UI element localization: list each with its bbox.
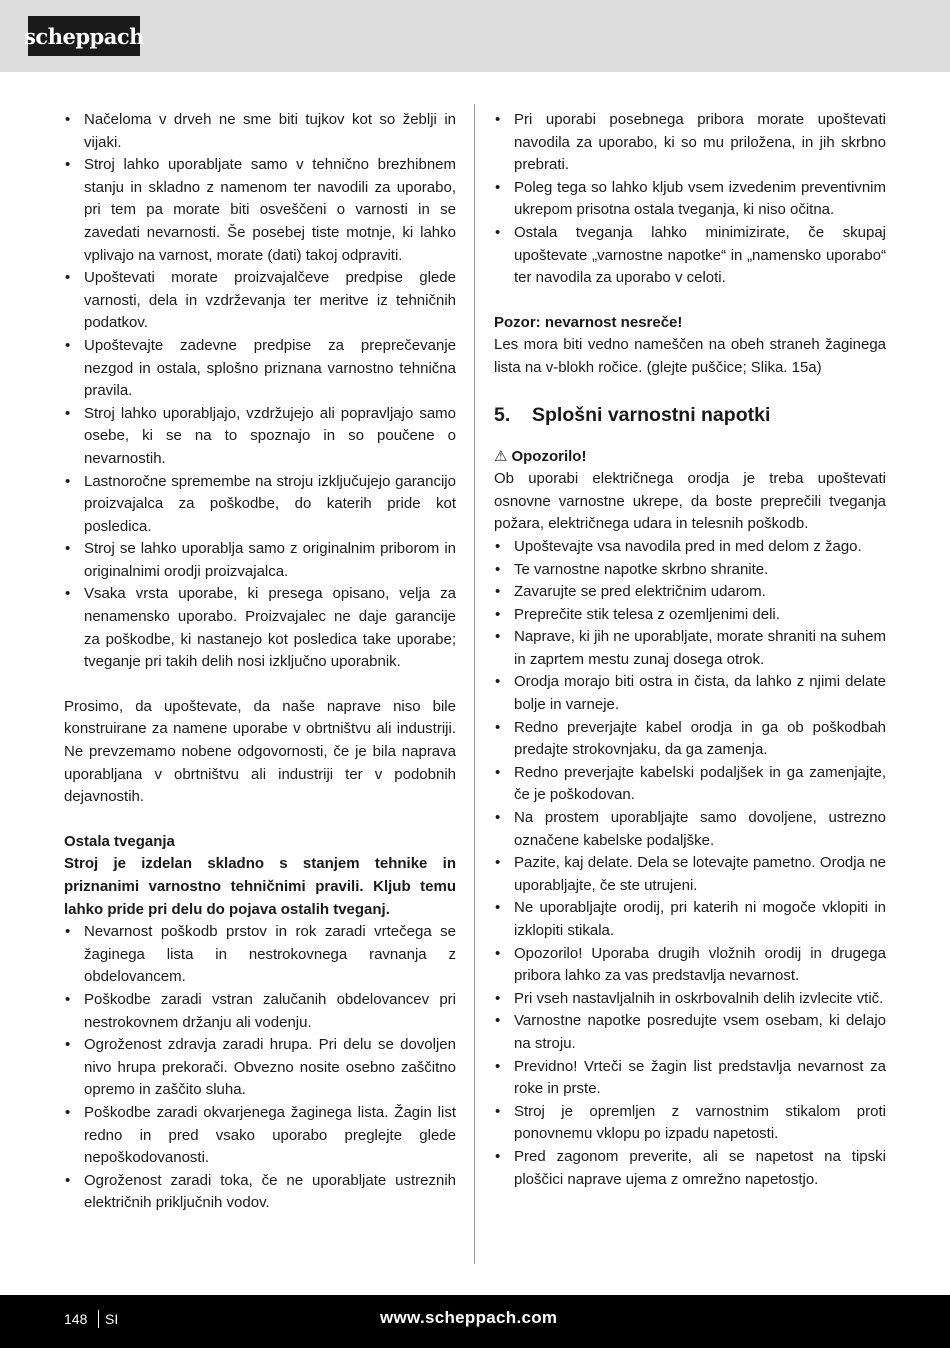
list-item: • Lastnoročne spremembe na stroju izključujejo garancijo proizvajalca za poškodbe, do katerih pride kot posledica. bbox=[64, 471, 456, 539]
list-item: • Pri vseh nastavljalnih in oskrbovalnih delih izvlecite vtič. bbox=[494, 988, 886, 1011]
residual-risks-intro: Stroj je izdelan skladno s stanjem tehnike in priznanimi varnostno tehničnimi pravili. Kljub temu lahko pride pri delu do pojava ostalih tveganj. bbox=[64, 855, 456, 918]
list-item: • Vsaka vrsta uporabe, ki presega opisano, velja za nenamensko uporabo. Proizvajalec ne daje garancije za poškodbe, ki nastanejo kot posledica take uporabe; tveganje pri takih delih nosi izključno uporabnik. bbox=[64, 583, 456, 673]
list-item: • Stroj lahko uporabljajo, vzdržujejo ali popravljajo samo osebe, ki se na to spoznajo in so poučene o nevarnostih. bbox=[64, 403, 456, 471]
list-item: • Opozorilo! Uporaba drugih vložnih orodij in drugega pribora lahko za vas predstavlja nevarnost. bbox=[494, 943, 886, 988]
list-item: • Orodja morajo biti ostra in čista, da lahko z njimi delate bolje in varneje. bbox=[494, 671, 886, 716]
page-footer bbox=[0, 1295, 950, 1348]
accessory-list bbox=[494, 109, 886, 290]
industrial-use-paragraph: Prosimo, da upoštevate, da naše naprave niso bile konstruirane za namene uporabe v obrtništvu ali industriji. Ne prevzemamo nobene odgovornosti, če je bila naprava uporabljana v obrtništvu ali industriji ter v podobnih dejavnostih. bbox=[64, 697, 456, 806]
logo-text: scheppach bbox=[24, 23, 144, 49]
list-item: • Stroj lahko uporabljate samo v tehnično brezhibnem stanju in skladno z namenom ter navodili za uporabo, pri tem pa morate biti osveščeni o varnosti in se zavedati nevarnosti. Še posebej tiste motnje, ki lahko vplivajo na varnost, morate (dati) takoj odpraviti. bbox=[64, 154, 456, 267]
list-item: • Varnostne napotke posredujte vsem osebam, ki delajo na stroju. bbox=[494, 1010, 886, 1055]
list-item: • Ogroženost zaradi toka, če ne uporabljate ustreznih električnih priključnih vodov. bbox=[64, 1170, 456, 1215]
list-item: • Stroj se lahko uporablja samo z originalnim priborom in originalnimi orodji proizvajalca. bbox=[64, 538, 456, 583]
safety-list-top bbox=[64, 109, 456, 674]
website-link[interactable]: www.scheppach.com bbox=[380, 1308, 558, 1327]
list-item: • Načeloma v drveh ne sme biti tujkov kot so žeblji in vijaki. bbox=[64, 109, 456, 154]
general-safety-list bbox=[494, 536, 886, 1191]
list-item: • Ogroženost zdravja zaradi hrupa. Pri delu se dovoljen nivo hrupa prekorači. Obvezno nosite osebno zaščitno opremo in zaščito sluha. bbox=[64, 1034, 456, 1102]
warning-intro: Ob uporabi električnega orodja je treba upoštevati osnovne varnostne ukrepe, da boste preprečili tveganja požara, električnega udara in telesnih poškodb. bbox=[494, 470, 886, 533]
list-item: • Pred zagonom preverite, ali se napetost na tipski ploščici naprave ujema z omrežno napetostjo. bbox=[494, 1146, 886, 1191]
section-title: Splošni varnostni napotki bbox=[532, 403, 771, 426]
page-number: 148 bbox=[64, 1311, 88, 1327]
list-item: • Upoštevajte vsa navodila pred in med delom z žago. bbox=[494, 536, 886, 559]
section-heading bbox=[494, 402, 886, 428]
list-item: • Poleg tega so lahko kljub vsem izvedenim preventivnim ukrepom prisotna ostala tveganja, ki niso očitna. bbox=[494, 177, 886, 222]
list-item: • Na prostem uporabljajte samo dovoljene, ustrezno označene kabelske podaljške. bbox=[494, 807, 886, 852]
list-item: • Nevarnost poškodb prstov in rok zaradi vrtečega se žaginega lista in nestrokovnega ravnanja z obdelovancem. bbox=[64, 921, 456, 989]
list-item: • Upoštevati morate proizvajalčeve predpise glede varnosti, dela in vzdrževanja ter meritve iz tehničnih podatkov. bbox=[64, 267, 456, 335]
section-number: 5. bbox=[494, 403, 511, 426]
footer-separator bbox=[98, 1310, 99, 1328]
list-item: • Preprečite stik telesa z ozemljenimi deli. bbox=[494, 604, 886, 627]
list-item: • Stroj je opremljen z varnostnim stikalom proti ponovnemu vklopu po izpadu napetosti. bbox=[494, 1101, 886, 1146]
caution-text: Les mora biti vedno nameščen na obeh straneh žaginega lista na v-blokh ročice. (glejte puščice; Slika. 15a) bbox=[494, 336, 886, 376]
list-item: • Ne uporabljajte orodij, pri katerih ni mogoče vklopiti in izklopiti stikala. bbox=[494, 897, 886, 942]
list-item: • Previdno! Vrteči se žagin list predstavlja nevarnost za roke in prste. bbox=[494, 1056, 886, 1101]
caution-heading: Pozor: nevarnost nesreče! bbox=[494, 313, 683, 331]
list-item: • Naprave, ki jih ne uporabljate, morate shraniti na suhem in zaprtem mestu zunaj dosega otrok. bbox=[494, 626, 886, 671]
scheppach-logo bbox=[24, 16, 144, 56]
page-header bbox=[0, 0, 950, 72]
list-item: • Zavarujte se pred električnim udarom. bbox=[494, 581, 886, 604]
warning-heading bbox=[494, 446, 886, 469]
list-item: • Poškodbe zaradi vstran zalučanih obdelovancev pri nestrokovnem držanju ali vodenju. bbox=[64, 989, 456, 1034]
list-item: • Poškodbe zaradi okvarjenega žaginega lista. Žagin list redno in pred vsako uporabo preglejte glede nepoškodovanosti. bbox=[64, 1102, 456, 1170]
warning-triangle-icon: ⚠ bbox=[494, 447, 508, 465]
list-item: • Pazite, kaj delate. Dela se lotevajte pametno. Orodja ne uporabljajte, če ste utrujeni. bbox=[494, 852, 886, 897]
list-item: • Pri uporabi posebnega pribora morate upoštevati navodila za uporabo, ki so mu priložena, in jih skrbno prebrati. bbox=[494, 109, 886, 177]
language-code: SI bbox=[105, 1311, 119, 1327]
list-item: • Redno preverjajte kabelski podaljšek in ga zamenjajte, če je poškodovan. bbox=[494, 762, 886, 807]
list-item: • Redno preverjajte kabel orodja in ga ob poškodbah predajte strokovnjaku, da ga zamenja. bbox=[494, 717, 886, 762]
warning-label: Opozorilo! bbox=[511, 447, 587, 465]
list-item: • Upoštevajte zadevne predpise za preprečevanje nezgod in ostala, splošno priznana varnostno tehnična pravila. bbox=[64, 335, 456, 403]
right-column bbox=[494, 109, 886, 1191]
column-divider bbox=[474, 104, 475, 1264]
residual-risks-heading: Ostala tveganja bbox=[64, 832, 175, 850]
residual-risks-list bbox=[64, 921, 456, 1215]
list-item: • Te varnostne napotke skrbno shranite. bbox=[494, 559, 886, 582]
left-column bbox=[64, 109, 456, 1215]
list-item: • Ostala tveganja lahko minimizirate, če skupaj upoštevate „varnostne napotke“ in „namensko uporabo“ ter navodila za uporabo v celoti. bbox=[494, 222, 886, 290]
